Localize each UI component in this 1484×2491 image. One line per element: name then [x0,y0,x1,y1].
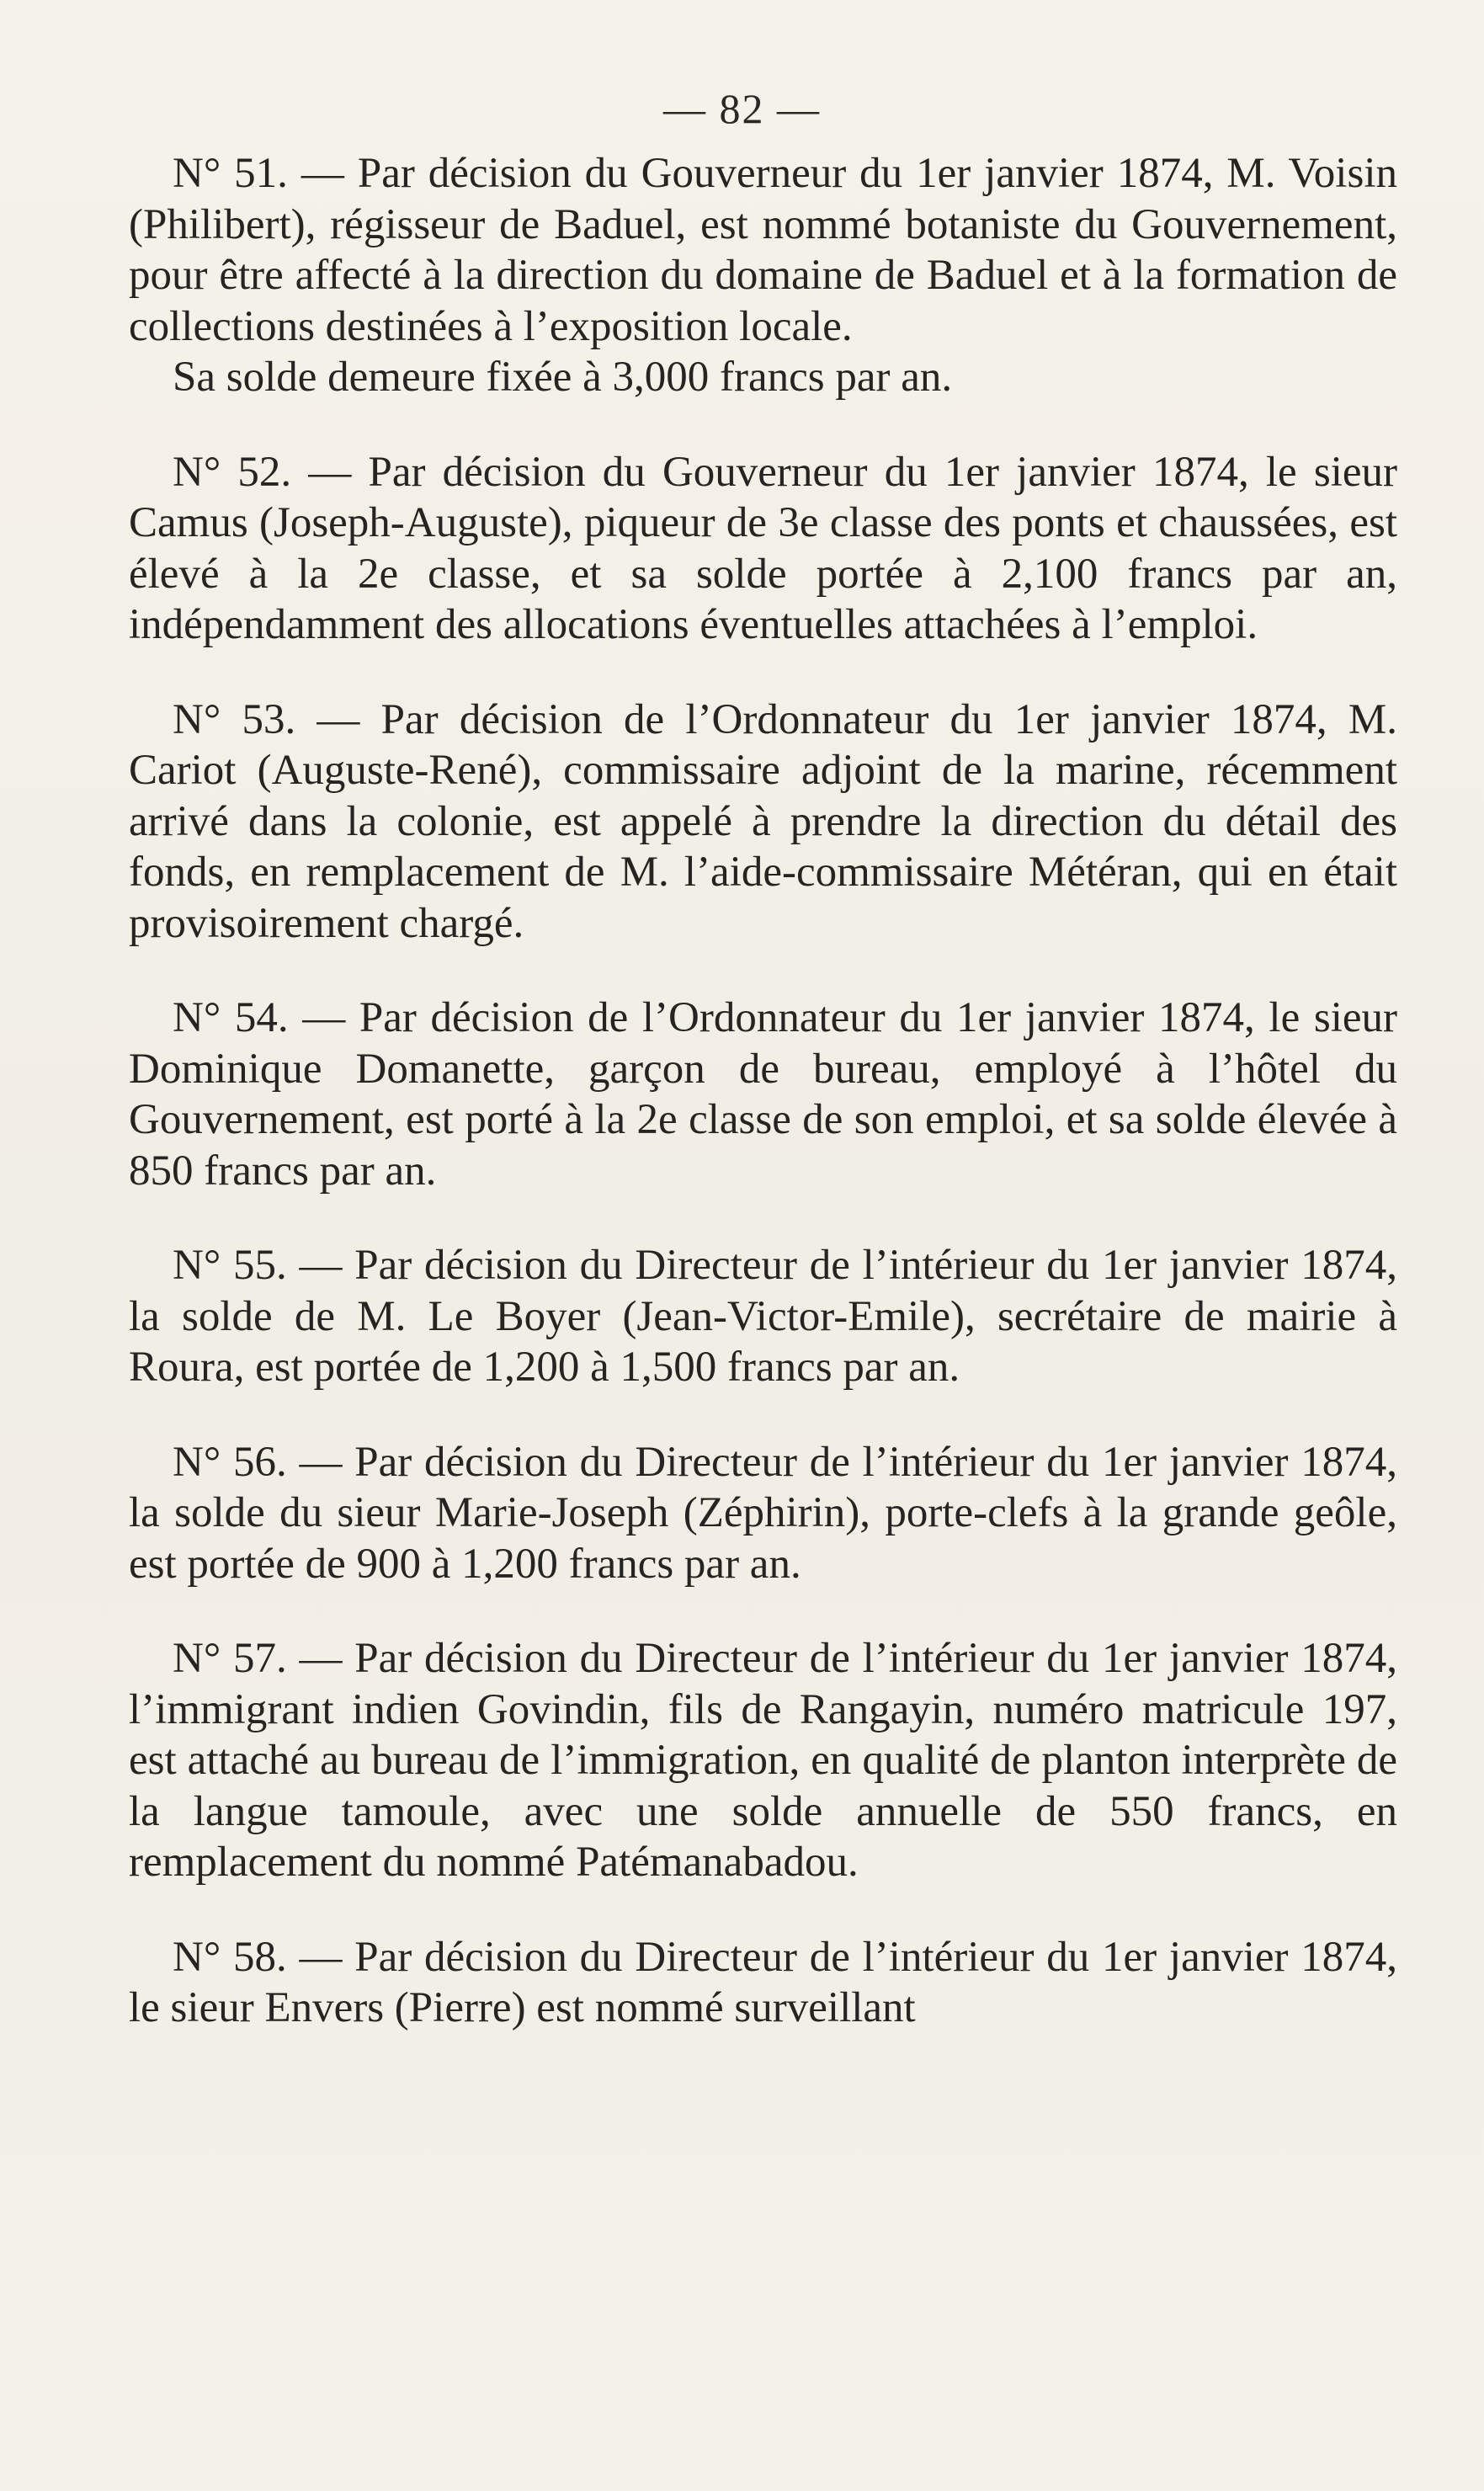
entry-text: N° 57. — Par décision du Directeur de l’intérieur du 1er janvier 1874, l’immigrant indien Govindin, fils de Rangayin, numéro matricule 197, est attaché au bureau de l’immigration, en qualité de planton interprète de la langue tamoule, avec une solde annuelle de 550 francs, en remplacement du nommé Patémanabadou. [129,1635,1397,1886]
entry-text: N° 54. — Par décision de l’Ordonnateur du 1er janvier 1874, le sieur Dominique Domanette, garçon de bureau, employé à l’hôtel du Gouvernement, est porté à la 2e classe de son emploi, et sa solde élevée à 850 francs par an. [129,994,1397,1195]
entry-text: N° 52. — Par décision du Gouverneur du 1er janvier 1874, le sieur Camus (Joseph-Auguste), piqueur de 3e classe des ponts et chaussées, est élevé à la 2e classe, et sa solde portée à 2,100 francs par an, indépendamment des allocations éventuelles attachées à l’emploi. [129,448,1397,648]
entry-text: Sa solde demeure fixée à 3,000 francs par an. [173,354,953,401]
decision-entry-58 [129,1932,1397,2034]
entry-text: N° 51. — Par décision du Gouverneur du 1er janvier 1874, M. Voisin (Philibert), régisseur de Baduel, est nommé botaniste du Gouvernement, pour être affecté à la direction du domaine de Baduel et à la formation de collections destinées à l’exposition locale. [129,150,1397,350]
entry-text: N° 55. — Par décision du Directeur de l’intérieur du 1er janvier 1874, la solde de M. Le Boyer (Jean-Victor-Emile), secrétaire de mairie à Roura, est portée de 1,200 à 1,500 francs par an. [129,1242,1397,1391]
text-column [129,148,1397,2034]
decision-entry-55 [129,1240,1397,1393]
decision-entry-57 [129,1633,1397,1888]
entry-text: N° 58. — Par décision du Directeur de l’intérieur du 1er janvier 1874, le sieur Envers (Pierre) est nommé surveillant [129,1933,1397,2031]
entry-text: N° 53. — Par décision de l’Ordonnateur du 1er janvier 1874, M. Cariot (Auguste-René), commissaire adjoint de la marine, récemment arrivé dans la colonie, est appelé à prendre la direction du détail des fonds, en remplacement de M. l’aide-commissaire Météran, qui en était provisoirement chargé. [129,695,1397,947]
decision-entry-54 [129,993,1397,1196]
page-number: — 82 — [663,85,821,132]
decision-entry-53 [129,695,1397,950]
decision-entry-51 [129,148,1397,403]
decision-entry-56 [129,1437,1397,1590]
entry-text: N° 56. — Par décision du Directeur de l’intérieur du 1er janvier 1874, la solde du sieur Marie-Joseph (Zéphirin), porte-clefs à la grande geôle, est portée de 900 à 1,200 francs par an. [129,1438,1397,1588]
decision-entry-52 [129,447,1397,651]
